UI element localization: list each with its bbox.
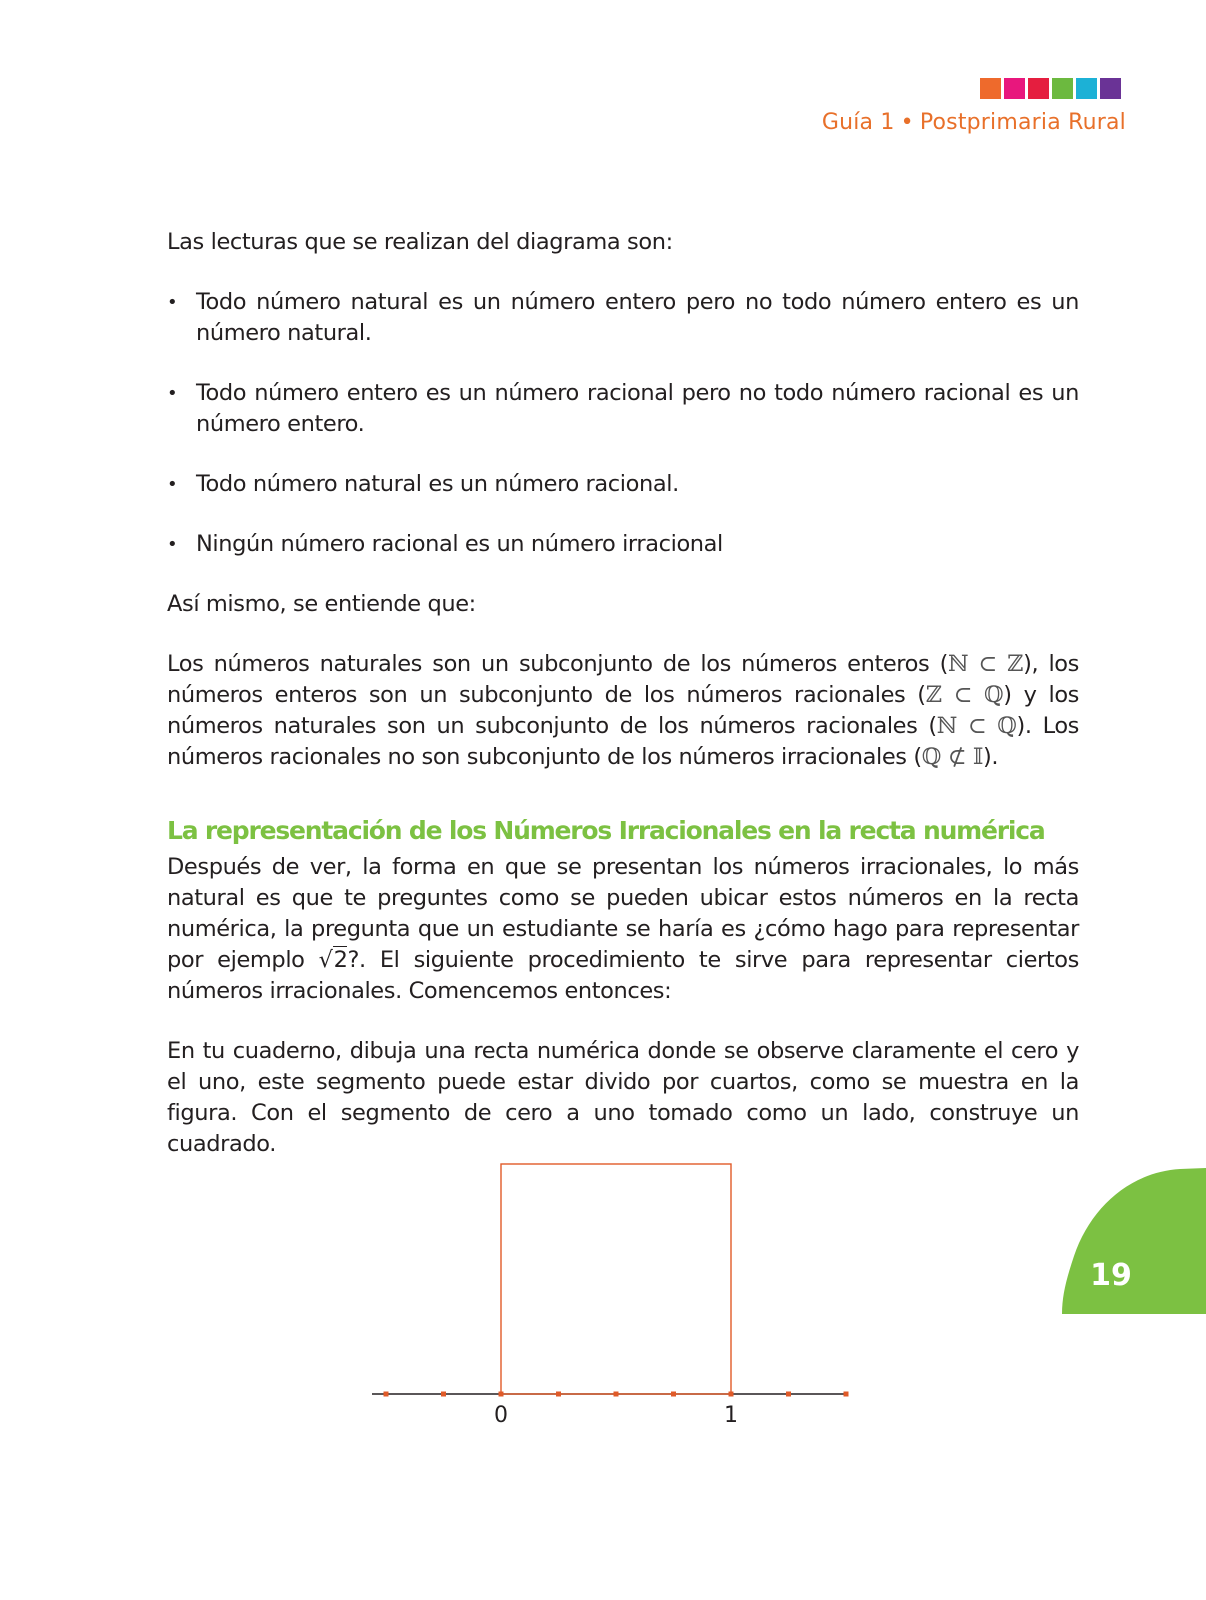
tick-mark	[441, 1392, 446, 1397]
instructions-paragraph: En tu cuaderno, dibuja una recta numérica donde se observe claramente el cero y el uno, este segmento puede estar divido por cuartos, como se muestra en la figura. Con el segmento de cero a uno tomado como un lado, construye un cuadrado.	[167, 1038, 1079, 1157]
page-number: 19	[1090, 1258, 1132, 1293]
procedure-intro-paragraph	[167, 852, 1079, 1007]
section-heading: La representación de los Números Irracionales en la recta numérica	[167, 816, 1045, 845]
header-color-square	[1052, 78, 1073, 99]
number-line-figure	[370, 1160, 850, 1430]
subsets-text-4: ). Los números racionales no son subconjunto de los números irracionales (	[167, 713, 1080, 770]
para1-before: Después de ver, la forma en que se presentan los números irracionales, lo más natural es que te preguntes como se pueden ubicar estos números en la recta numérica, la pregunta que un estudiante se haría es ¿cómo hago para representar por ejemplo	[167, 854, 1079, 973]
subsets-paragraph	[167, 649, 1079, 773]
subsets-text-2: ), los números enteros son un subconjunto de los números racionales (	[167, 651, 1079, 708]
header-separator: •	[900, 110, 914, 135]
tick-mark	[499, 1392, 504, 1397]
tick-mark	[671, 1392, 676, 1397]
radicand: 2	[333, 947, 348, 973]
bullet-item: • Todo número entero es un número racional pero no todo número racional es un número entero.	[167, 378, 1079, 440]
para1-after: ?. El siguiente procedimiento te sirve para representar ciertos números irracionales. Comencemos entonces:	[167, 947, 1079, 1004]
bullet-item: • Todo número natural es un número entero pero no todo número entero es un número natural.	[167, 287, 1079, 349]
intro-text: Las lecturas que se realizan del diagrama son:	[167, 229, 673, 255]
header-color-square	[1028, 78, 1049, 99]
subsets-text-1: Los números naturales son un subconjunto de los números enteros (	[167, 651, 948, 677]
math-q-not-subset-i: ℚ ⊄ 𝕀	[921, 744, 984, 770]
header-color-square	[1004, 78, 1025, 99]
subsets-text-5: ).	[983, 744, 999, 770]
tick-mark	[384, 1392, 389, 1397]
header-color-square	[1100, 78, 1121, 99]
tick-mark	[844, 1392, 849, 1397]
header-color-square	[1076, 78, 1097, 99]
guide-label: Guía 1	[821, 110, 895, 135]
tick-mark	[729, 1392, 734, 1397]
header-color-square	[980, 78, 1001, 99]
label-zero: 0	[494, 1403, 508, 1428]
root-symbol: √	[318, 947, 333, 973]
bullet-item: • Ningún número racional es un número irracional	[167, 529, 1079, 560]
math-n-subset-q: ℕ ⊂ ℚ	[936, 713, 1017, 739]
header-title	[822, 110, 1126, 135]
bullet-list	[167, 287, 1079, 560]
unit-square	[501, 1164, 731, 1394]
program-label: Postprimaria Rural	[919, 110, 1126, 135]
page-badge-shape	[1062, 1168, 1206, 1314]
tick-mark	[786, 1392, 791, 1397]
asi-mismo-text: Así mismo, se entiende que:	[167, 591, 476, 617]
label-one: 1	[724, 1403, 738, 1428]
tick-mark	[556, 1392, 561, 1397]
math-z-subset-q: ℤ ⊂ ℚ	[925, 682, 1004, 708]
math-n-subset-z: ℕ ⊂ ℤ	[947, 651, 1024, 677]
bullet-item: • Todo número natural es un número racional.	[167, 469, 1079, 500]
tick-mark	[614, 1392, 619, 1397]
header-color-squares	[980, 78, 1121, 99]
sqrt-two	[319, 946, 348, 973]
subsets-text-3: ) y los números naturales son un subconjunto de los números racionales (	[167, 682, 1080, 739]
main-content	[167, 227, 1079, 1160]
